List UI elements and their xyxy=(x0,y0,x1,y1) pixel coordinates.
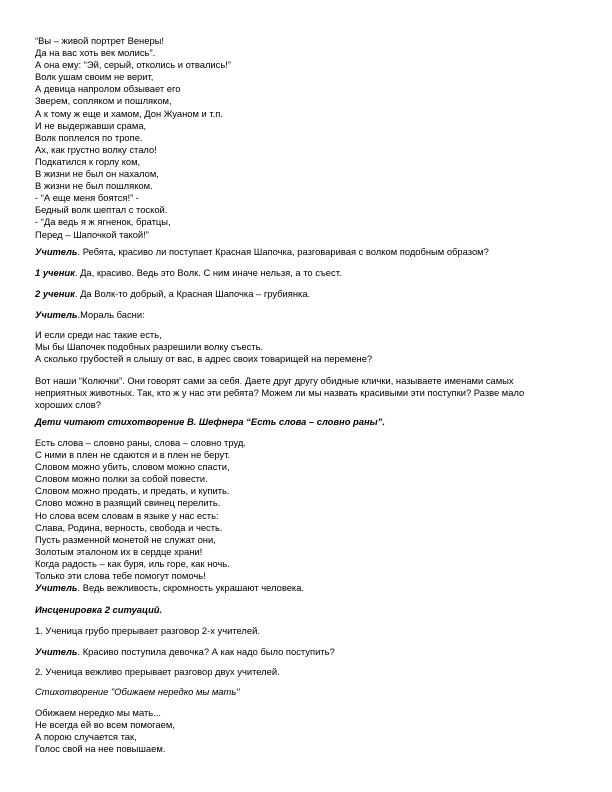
moral-line: Мы бы Шапочек подобных разрешили волку съесть. xyxy=(35,341,264,353)
poem-line: Бедный волк шептал с тоской. xyxy=(35,204,168,216)
poem-line: Пусть разменной монетой не служат они, xyxy=(35,533,216,545)
speaker-label: Учитель xyxy=(35,646,78,657)
moral-text xyxy=(35,329,580,365)
student-1-answer xyxy=(35,267,580,279)
dialogue-text: .Мораль басни: xyxy=(77,309,145,320)
kolyuchki-paragraph xyxy=(35,375,580,411)
poem-line: Когда радость – как буря, иль горе, как ночь. xyxy=(35,557,230,569)
poem-line: Голос свой на нее повышаем. xyxy=(35,743,166,755)
heading-text: Инсценировка 2 ситуаций. xyxy=(35,604,163,615)
poem-wolf xyxy=(35,35,580,241)
poem-line: - “А еще меня боятся!” - xyxy=(35,192,139,204)
poem-line: А девица напролом обзывает его xyxy=(35,83,181,95)
poem-title-mother xyxy=(35,686,580,698)
poem-line: Словом можно полки за собой повести. xyxy=(35,473,208,485)
situation-2 xyxy=(35,666,580,678)
heading-text: Дети читают стихотворение В. Шефнера “Есть слова – словно раны”. xyxy=(35,416,385,427)
poem-line: С ними в плен не сдаются и в плен не берут. xyxy=(35,449,231,461)
poem-line: Слава, Родина, верность, свобода и честь. xyxy=(35,521,223,533)
poem-line: А к тому ж еще и хамом, Дон Жуаном и т.п. xyxy=(35,107,223,119)
poem-line: И не выдержавши срама, xyxy=(35,119,147,131)
poem-line: В жизни не был он нахалом, xyxy=(35,168,159,180)
moral-line: А сколько грубостей я слышу от вас, в адрес своих товарищей на перемене? xyxy=(35,353,373,365)
teacher-moral-label xyxy=(35,309,580,321)
poem-line: Но слова всем словам в языке у нас есть: xyxy=(35,509,219,521)
poem-line: Есть слова – словно раны, слова – словно труд. xyxy=(35,437,246,448)
dialogue-text: . Ведь вежливость, скромность украшают человека. xyxy=(77,582,305,594)
poem-line: Золотым эталоном их в сердце храни! xyxy=(35,545,203,557)
paragraph-line: неприятных животных. Так, кто ж у нас эти ребята? Можем ли мы назвать красивыми эти поступки? Разве мало xyxy=(35,387,525,399)
poem-line: Зверем, сопляком и пошляком, xyxy=(35,95,172,107)
poem-line: Не всегда ей во всем помогаем, xyxy=(35,719,175,731)
student-2-answer xyxy=(35,288,580,300)
poem-mother xyxy=(35,707,580,755)
poem-line: Волк ушам своим не верит, xyxy=(35,71,154,83)
poem-line: Словом можно убить, словом можно спасти, xyxy=(35,461,230,473)
dialogue-text: . Ребята, красиво ли поступает Красная Шапочка, разговаривая с волком подобным образом? xyxy=(77,246,489,257)
poem-line: А порою случается так, xyxy=(35,731,137,743)
section-heading-shefner xyxy=(35,416,580,428)
teacher-question-2 xyxy=(35,646,580,658)
speaker-label: Учитель xyxy=(35,246,78,257)
poem-line: В жизни не был пошляком. xyxy=(35,180,153,192)
moral-line: И если среди нас такие есть, xyxy=(35,329,162,340)
speaker-label: Учитель xyxy=(35,309,78,320)
poem-line: Ах, как грустно волку стало! xyxy=(35,143,157,155)
heading-text: Стихотворение "Обижаем нередко мы мать" xyxy=(35,686,240,697)
paragraph-line: Вот наши “Колючки”. Они говорят сами за себя. Даете друг другу обидные клички, называете именами самых xyxy=(35,375,514,386)
list-item: 2. Ученица вежливо прерывает разговор двух учителей. xyxy=(35,666,280,677)
poem-line: Только эти слова тебе помогут помочь! xyxy=(35,570,206,582)
poem-line: Перед – Шапочкой такой!” xyxy=(35,228,149,240)
teacher-question xyxy=(35,246,580,258)
section-heading-situations xyxy=(35,604,580,616)
dialogue-text: . Красиво поступила девочка? А как надо было поступить? xyxy=(77,646,335,657)
poem-line: Подкатился к горлу ком, xyxy=(35,155,141,167)
poem-line: Слово можно в разящий свинец перелить. xyxy=(35,497,221,509)
poem-line: Да на вас хоть век молись”. xyxy=(35,47,156,59)
speaker-label: Учитель xyxy=(35,582,78,594)
speaker-label: 1 ученик xyxy=(35,267,75,278)
poem-line: Обижаем нередко мы мать... xyxy=(35,707,161,718)
situation-1 xyxy=(35,625,580,637)
poem-line: Словом можно продать, и предать, и купить. xyxy=(35,485,230,497)
paragraph-line: хороших слов? xyxy=(35,399,101,411)
poem-line: “Вы – живой портрет Венеры! xyxy=(35,35,164,46)
dialogue-text: . Да, красиво. Ведь это Волк. С ним иначе нельзя, а то съест. xyxy=(74,267,342,278)
list-item: 1. Ученица грубо прерывает разговор 2-х учителей. xyxy=(35,625,260,636)
speaker-label: 2 ученик xyxy=(35,288,75,299)
dialogue-text: . Да Волк-то добрый, а Красная Шапочка – грубиянка. xyxy=(74,288,311,299)
poem-line: - “Да ведь я ж ягненок, братцы, xyxy=(35,216,171,228)
poem-line: А она ему: “Эй, серый, отколись и отвались!” xyxy=(35,59,231,71)
poem-line: Волк поплелся по тропе. xyxy=(35,131,143,143)
poem-shefner xyxy=(35,437,580,594)
